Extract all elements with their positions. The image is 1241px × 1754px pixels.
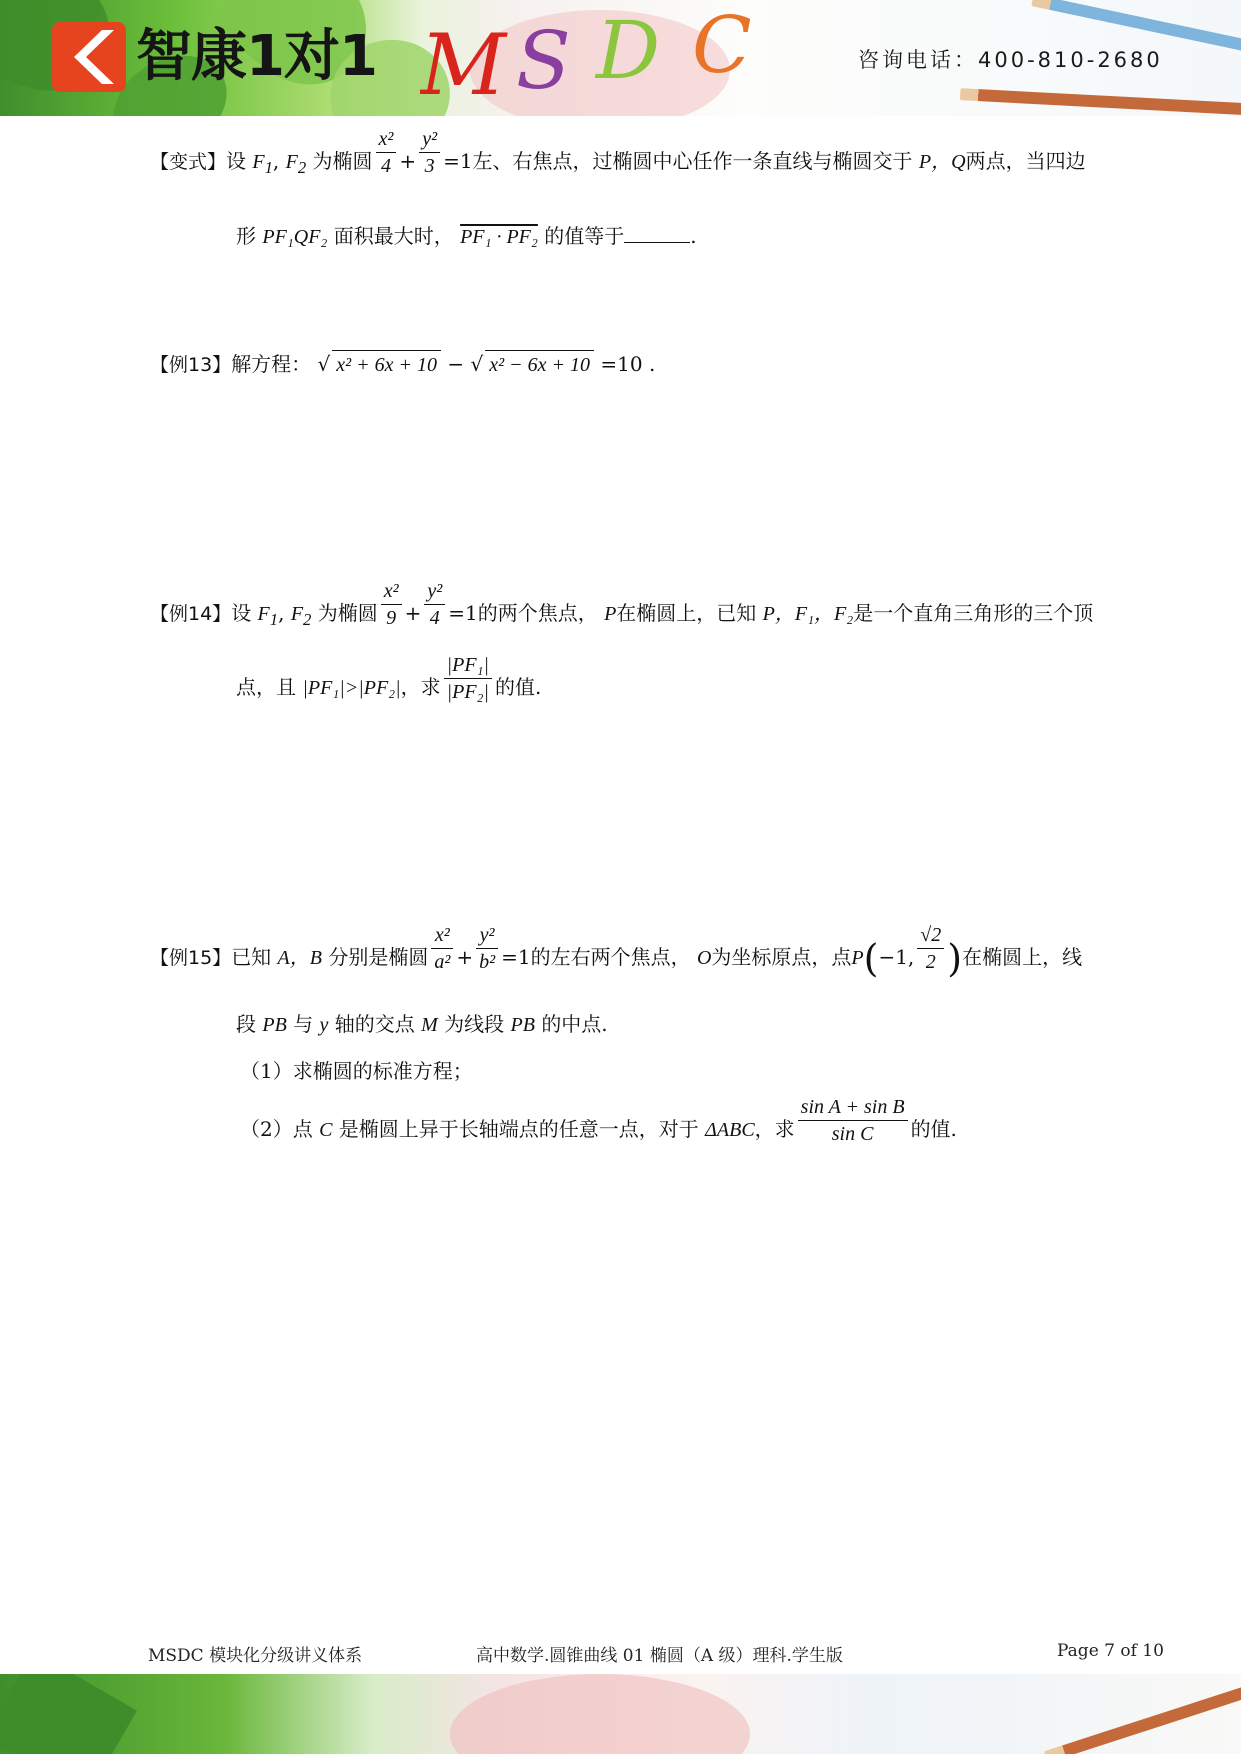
logo-text: 智康1对1 [136, 24, 377, 89]
sqrt-expr: x² − 6x + 10 [485, 350, 594, 379]
header-banner [0, 0, 1241, 116]
paren-close: ) [947, 936, 963, 981]
text: 解方程： [231, 352, 312, 376]
fraction: $\frac{√2}{2}$ [917, 922, 944, 975]
text: 的值等于 [544, 224, 625, 248]
text: 是椭圆上异于长轴端点的任意一点，对于 [338, 1117, 699, 1141]
text: 设 [226, 149, 247, 173]
fraction: $\frac{\text{x²}}{\text{a²}}$ [431, 922, 453, 975]
text: 轴的交点 [334, 1012, 415, 1036]
text: 已知 [231, 945, 272, 969]
math-y: y [319, 1014, 329, 1036]
ex14-line-1: 【例14】设 $F_1$, $F_2$ 为椭圆 $\frac{\text{x²}}{9}$ + $\frac{\text{y²}}{4}$ =1的两个焦点， P在椭圆上，已知 P，F₁，F₂是一个直角三角形的三个顶 [150, 580, 1094, 629]
ex15-question-2 [240, 1096, 957, 1147]
fraction: $\frac{\text{x²}}{9}$ [381, 578, 402, 631]
math-vector-product: PF₁ · PF₂ [460, 226, 538, 248]
text: 在椭圆上，线 [962, 945, 1083, 969]
leaf-decoration [0, 1674, 137, 1754]
math-pq: P，Q [918, 151, 966, 173]
variant-line-1: 【变式】设 $F_1$, $F_2$ 为椭圆 $\frac{\text{x²}}{4}$ + $\frac{\text{y²}}{3}$ =1左、右焦点，过椭圆中心任作一条直线与椭圆交于 P，Q两点，当四边 [150, 128, 1086, 177]
text: （2）点 [240, 1117, 313, 1141]
fraction: $\frac{\text{x²}}{4}$ [376, 126, 397, 179]
math-point-p: P [851, 947, 864, 969]
variant-line-2 [236, 222, 697, 251]
text: 设 [231, 601, 252, 625]
fraction: $\frac{\text{y²}}{4}$ [424, 578, 445, 631]
math-p: P [604, 603, 617, 625]
logo-icon [52, 22, 126, 92]
text: 两点，当四边 [965, 149, 1086, 173]
text: 点，且 [236, 675, 296, 699]
fraction: $\frac{\text{sin A + sin B}}{\text{sin C}}$ [798, 1094, 908, 1147]
math-f1: $F_1$ [252, 151, 273, 177]
text: 是一个直角三角形的三个顶 [853, 601, 1094, 625]
math-triangle: ΔABC [705, 1119, 755, 1141]
text: 为椭圆 [317, 601, 378, 625]
math-f2: $F_2$ [290, 603, 312, 629]
text: 为坐标原点，点 [711, 945, 852, 969]
text: 为椭圆 [312, 149, 373, 173]
brand-letter-m: M [420, 16, 507, 114]
problem-tag: 【例14】 [150, 603, 232, 625]
text: =10 . [600, 352, 656, 376]
math-f2: $F_2$ [285, 151, 307, 177]
ex15-line-1: 【例15】已知 A，B 分别是椭圆 $\frac{\text{x²}}{\text{a²}}$ + $\frac{\text{y²}}{\text{b²}}$ =1的左右两个焦点， O为坐标原点，点P(−1, $\frac{√2}{2}$ )在椭圆上，线 [150, 924, 1083, 981]
text: 的值. [910, 1117, 957, 1141]
footer-center: 高中数学.圆锥曲线 01 椭圆（A 级）理科.学生版 [476, 1646, 843, 1666]
math-o: O [696, 947, 712, 969]
butterfly-decoration [450, 1674, 750, 1754]
text: 段 [236, 1012, 256, 1036]
problem-tag: 【例15】 [150, 947, 232, 969]
text: =1 [448, 601, 478, 625]
text: =1 [443, 149, 473, 173]
text: ，求 [400, 675, 441, 699]
text: ，求 [754, 1117, 795, 1141]
text: . [690, 224, 697, 248]
text: 的两个焦点， [477, 601, 598, 625]
text: 在椭圆上，已知 [616, 601, 757, 625]
text: 分别是椭圆 [328, 945, 429, 969]
math-ab: A，B [277, 947, 322, 969]
text: 形 [236, 224, 256, 248]
math-pb: PB [262, 1014, 287, 1036]
paren-open: ( [863, 936, 879, 981]
ex13-line: 【例13】解方程： √ x² + 6x + 10 − √ x² − 6x + 10 =10 . [150, 350, 655, 379]
text: 与 [293, 1012, 314, 1036]
ex15-line-2 [236, 1010, 608, 1039]
logo [52, 22, 377, 92]
math-f1: $F_1$ [257, 603, 279, 629]
math-c: C [319, 1119, 333, 1141]
text: −1, [878, 945, 915, 969]
ex14-line-2 [236, 654, 542, 705]
problem-tag: 【变式】 [150, 151, 227, 173]
math-points: P，F₁，F₂ [762, 603, 854, 625]
footer-banner [0, 1674, 1241, 1754]
math-condition: |PF₁|>|PF₂| [302, 677, 401, 699]
phone-number: 咨询电话：400-810-2680 [858, 48, 1163, 72]
ex15-question-1: （1）求椭圆的标准方程； [240, 1059, 473, 1083]
answer-blank [624, 222, 690, 243]
fraction: $\frac{\text{|PF₁|}}{\text{|PF₂|}}$ [444, 652, 492, 705]
math-pb: PB [510, 1014, 535, 1036]
text: =1 [501, 945, 531, 969]
text: − [447, 352, 465, 376]
brand-letter-s: S [516, 14, 571, 107]
text: 的值. [495, 675, 542, 699]
pencil-decoration [1044, 1677, 1241, 1754]
text: 左、右焦点，过椭圆中心任作一条直线与椭圆交于 [472, 149, 913, 173]
math-quad: PF₁QF₂ [262, 226, 328, 248]
math-m: M [421, 1014, 438, 1036]
text: 的中点. [541, 1012, 608, 1036]
pencil-decoration [960, 88, 1241, 116]
problem-tag: 【例13】 [150, 354, 232, 376]
sqrt-expr: x² + 6x + 10 [332, 350, 441, 379]
footer-left: MSDC 模块化分级讲义体系 [148, 1646, 363, 1666]
brand-letter-c: C [692, 6, 752, 91]
text: 的左右两个焦点， [530, 945, 691, 969]
footer-page-number: Page 7 of 10 [1057, 1641, 1164, 1661]
fraction: $\frac{\text{y²}}{\text{b²}}$ [476, 922, 498, 975]
text: 面积最大时， [333, 224, 454, 248]
brand-letter-d: D [596, 6, 661, 97]
text: 为线段 [444, 1012, 505, 1036]
fraction: $\frac{\text{y²}}{3}$ [419, 126, 440, 179]
msdc-brand-letters [420, 6, 860, 114]
